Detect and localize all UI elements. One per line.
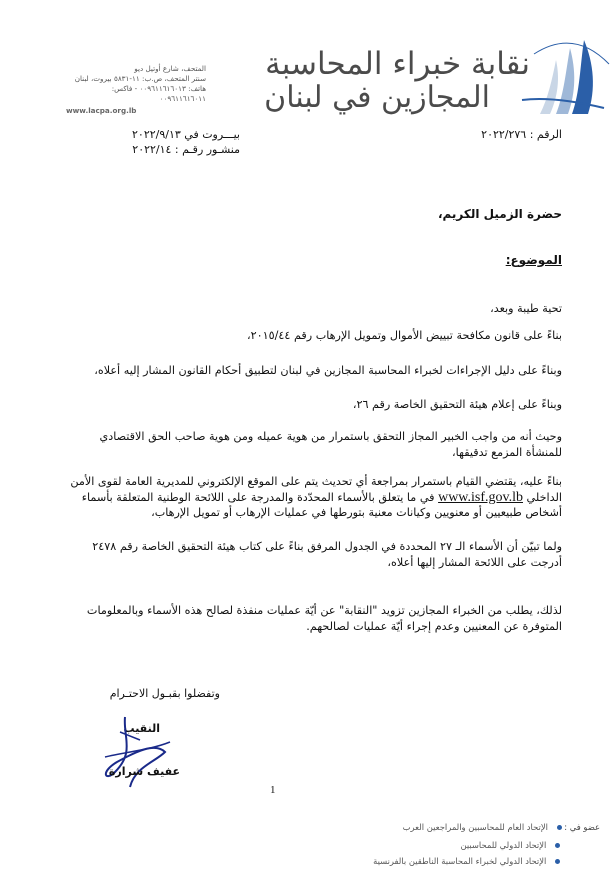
paragraph-7-line-2: المتوفرة عن المعنيين وعدم إجراء أيّة عمليات لصالحهم. bbox=[306, 619, 562, 633]
signatory-name: عفيف شرارة bbox=[108, 765, 180, 778]
bullet-icon bbox=[557, 825, 562, 830]
paragraph-4-line-1: وحيث أنه من واجب الخبير المجاز التحقق باستمرار من هوية عميله ومن هوية صاحب الحق الاقتصادي bbox=[99, 430, 562, 443]
bullet-icon bbox=[555, 843, 560, 848]
paragraph-7 bbox=[60, 603, 562, 634]
paragraph-2: وبناءً على دليل الإجراءات لخبراء المحاسبة المجازين في لبنان لتطبيق أحكام القانون المشار إليه أعلاه، bbox=[94, 364, 562, 377]
isf-website-link[interactable]: www.isf.gov.lb bbox=[438, 489, 523, 505]
bullet-icon bbox=[555, 859, 560, 864]
website-link[interactable]: www.lacpa.org.lb bbox=[66, 106, 137, 115]
subject-label: الموضوع: bbox=[505, 253, 562, 267]
footer-item: الإتحاد الدولي لخبراء المحاسبة الناطقين بالفرنسية bbox=[373, 856, 547, 866]
date-block bbox=[80, 127, 240, 157]
greeting: تحية طيبة وبعد، bbox=[490, 302, 562, 315]
logo-line-2: المجازين في لبنان bbox=[264, 80, 490, 115]
closing-regards: وتفضلوا بقبـول الاحتـرام bbox=[109, 687, 220, 700]
paragraph-4 bbox=[60, 429, 562, 460]
paragraph-5-line-2-start: الداخلي bbox=[526, 490, 562, 504]
paragraph-6 bbox=[60, 539, 562, 570]
paragraph-4-line-2: للمنشأة المزمع تدقيقها، bbox=[452, 445, 562, 459]
paragraph-7-line-1: لذلك، يطلب من الخبراء المجازين تزويد "النقابة" عن أيّة عمليات منفذة لصالح هذه الأسماء وبالمعلومات bbox=[86, 604, 562, 617]
address-line: سنتر المتحف، ص.ب: ١١-٥٨٣١ بيروت، لبنان bbox=[74, 74, 206, 83]
bulletin-number: منشـور رقـم : ٢٠٢٢/١٤ bbox=[132, 143, 240, 156]
organization-logo bbox=[264, 34, 610, 120]
member-label: عضو في : bbox=[564, 822, 600, 832]
footer-row bbox=[300, 840, 560, 850]
date: بيـــروت في ٢٠٢٢/٩/١٣ bbox=[132, 128, 240, 141]
footer-item: الإتحاد العام للمحاسبين والمراجعين العرب bbox=[402, 822, 548, 832]
page-number: 1 bbox=[270, 784, 276, 796]
paragraph-5 bbox=[60, 474, 562, 521]
paragraph-6-line-1: ولما تبيّن أن الأسماء الـ ٢٧ المحددة في الجدول المرفق بناءً على كتاب هيئة التحقيق الخاصة رقم ٢٤٧٨ bbox=[92, 540, 562, 553]
salutation: حضرة الزميل الكريم، bbox=[437, 207, 562, 221]
address-line: المتحف، شارع أوتيل ديو bbox=[134, 64, 206, 73]
footer-row bbox=[300, 856, 560, 866]
footer-item: الإتحاد الدولي للمحاسبين bbox=[460, 840, 547, 850]
handwritten-signature bbox=[95, 712, 175, 792]
logo-line-1: نقابة خبراء المحاسبة bbox=[265, 46, 530, 82]
paragraph-3: وبناءً على إعلام هيئة التحقيق الخاصة رقم ٢٦، bbox=[352, 398, 562, 411]
paragraph-1: بناءً على قانون مكافحة تبييض الأموال وتمويل الإرهاب رقم ٢٠١٥/٤٤، bbox=[246, 329, 562, 342]
paragraph-5-line-2 bbox=[60, 490, 562, 506]
signatory-title: النقيب bbox=[123, 722, 160, 735]
paragraph-5-line-1: بناءً عليه، يقتضي القيام باستمرار بمراجعة أي تحديث يتم على الموقع الإلكتروني للمديرية العامة لقوى الأمن bbox=[70, 475, 562, 488]
reference-number: الرقم : ٢٠٢٢/٢٧٦ bbox=[481, 128, 562, 141]
paragraph-5-line-3: أشخاص طبيعيين أو معنويين وكيانات معنية بتورطها في عمليات الإرهاب أو تمويل الإرهاب، bbox=[151, 506, 562, 519]
address-block bbox=[66, 64, 206, 116]
address-line: هاتف: ٠٠٩٦١١٦١٦٠١٣ - فاكس: ٠٠٩٦١١٦١٦٠١١ bbox=[111, 84, 206, 103]
footer-member-of bbox=[300, 822, 600, 832]
paragraph-5-line-2-end: في ما يتعلق بالأسماء المحدّدة والمدرجة على اللائحة الوطنية المتعلقة بأسماء bbox=[81, 490, 435, 504]
paragraph-6-line-2: أدرجت على اللائحة المشار إليها أعلاه، bbox=[387, 555, 562, 569]
